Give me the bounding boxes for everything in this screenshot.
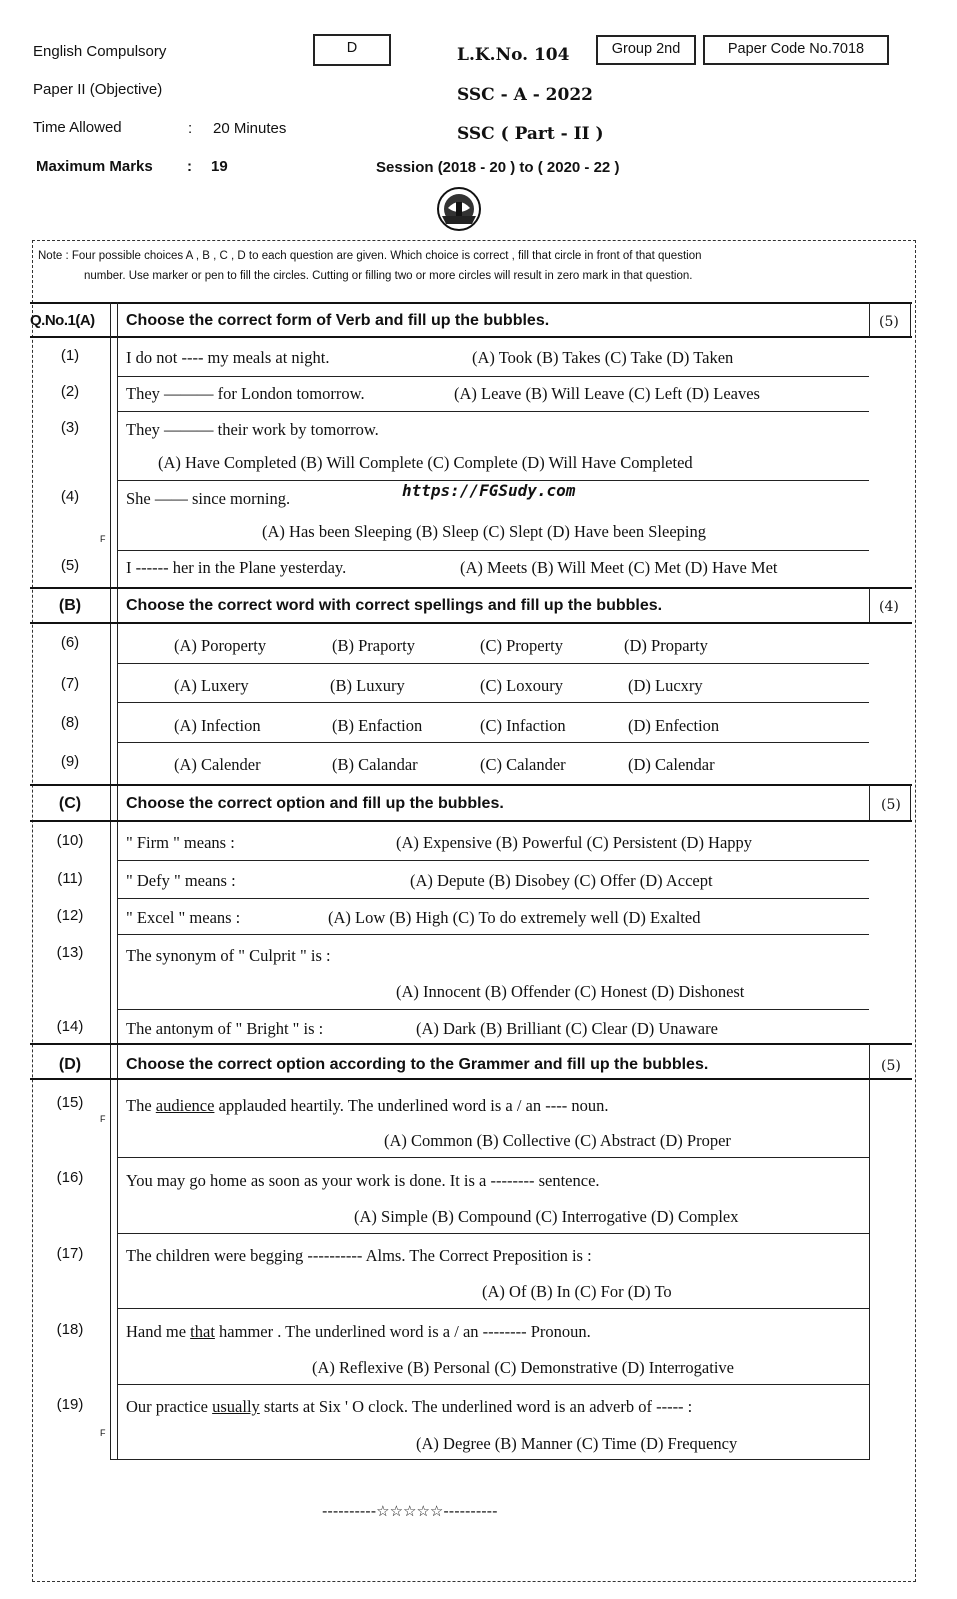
side-mark: F (100, 534, 106, 544)
section-c-marks: (5) (881, 797, 901, 813)
q11-options: (A) Depute (B) Disobey (C) Offer (D) Accept (410, 871, 713, 890)
q19-number: (19) (56, 1396, 84, 1413)
group-box: Group 2nd (596, 35, 696, 65)
q8-option-a: (A) Infection (174, 716, 261, 735)
q3-text: They ——— their work by tomorrow. (126, 420, 379, 439)
q14-text: The antonym of " Bright " is : (126, 1019, 324, 1038)
q3-number: (3) (60, 419, 80, 436)
section-d-title: Choose the correct option according to the Grammer and fill up the bubbles. (126, 1056, 709, 1073)
q13-number: (13) (56, 944, 84, 961)
version-box: D (313, 34, 391, 66)
q19-underlined-word: usually (212, 1397, 260, 1416)
q2-text: They ——— for London tomorrow. (126, 384, 365, 403)
section-c-title: Choose the correct option and fill up the bubbles. (126, 795, 504, 812)
q18-number: (18) (56, 1321, 84, 1338)
q14-options: (A) Dark (B) Brilliant (C) Clear (D) Unaware (416, 1019, 718, 1038)
q6-option-d: (D) Proparty (624, 636, 708, 655)
q12-options: (A) Low (B) High (C) To do extremely well (D) Exalted (328, 908, 701, 927)
section-a-marks: (5) (879, 314, 899, 330)
q10-text: " Firm " means : (126, 833, 235, 852)
q17-text: The children were begging ---------- Alms. The Correct Preposition is : (126, 1246, 592, 1265)
note-line-2: number. Use marker or pen to fill the circles. Cutting or filling two or more circles will result in zero mark in that question. (84, 270, 693, 282)
section-a-title: Choose the correct form of Verb and fill up the bubbles. (126, 312, 550, 329)
max-marks-label: Maximum Marks (36, 158, 153, 175)
q2-options: (A) Leave (B) Will Leave (C) Left (D) Leaves (454, 384, 760, 403)
max-marks-value: 19 (211, 158, 228, 175)
q3-options: (A) Have Completed (B) Will Complete (C) Complete (D) Will Have Completed (158, 453, 693, 472)
q16-text: You may go home as soon as your work is done. It is a -------- sentence. (126, 1171, 600, 1190)
q16-options: (A) Simple (B) Compound (C) Interrogative (D) Complex (354, 1207, 739, 1226)
q7-option-d: (D) Lucxry (628, 676, 703, 695)
section-b-marks: (4) (879, 599, 899, 615)
q7-option-b: (B) Luxury (330, 676, 405, 695)
q4-text: She —— since morning. (126, 489, 291, 508)
time-allowed-label: Time Allowed (33, 119, 122, 136)
time-colon: : (188, 120, 193, 137)
q5-number: (5) (60, 557, 80, 574)
section-c-label: (C) (58, 795, 82, 812)
q8-number: (8) (60, 714, 80, 731)
section-d-label: (D) (58, 1056, 82, 1073)
q17-options: (A) Of (B) In (C) For (D) To (482, 1282, 672, 1301)
section-b-title: Choose the correct word with correct spellings and fill up the bubbles. (126, 597, 663, 614)
q18-text: Hand me that hammer . The underlined word is a / an -------- Pronoun. (126, 1322, 591, 1341)
part-title: SSC ( Part - II ) (457, 124, 604, 144)
q19-options: (A) Degree (B) Manner (C) Time (D) Frequency (416, 1434, 738, 1453)
session-label: Session (2018 - 20 ) to ( 2020 - 22 ) (376, 159, 620, 176)
q7-option-a: (A) Luxery (174, 676, 249, 695)
q18-underlined-word: that (190, 1322, 215, 1341)
q9-option-c: (C) Calander (480, 755, 566, 774)
side-mark-19: F (100, 1428, 106, 1438)
q7-number: (7) (60, 675, 80, 692)
q13-text: The synonym of " Culprit " is : (126, 946, 331, 965)
q18-options: (A) Reflexive (B) Personal (C) Demonstrative (D) Interrogative (312, 1358, 734, 1377)
time-allowed-value: 20 Minutes (213, 120, 287, 137)
q15-number: (15) (56, 1094, 84, 1111)
q9-number: (9) (60, 753, 80, 770)
q6-number: (6) (60, 634, 80, 651)
q8-option-d: (D) Enfection (628, 716, 720, 735)
q2-number: (2) (60, 383, 80, 400)
footer-stars: ----------☆☆☆☆☆---------- (322, 1502, 498, 1520)
q6-option-b: (B) Praporty (332, 636, 415, 655)
exam-title: SSC - A - 2022 (457, 85, 593, 105)
instructions-note (38, 246, 900, 286)
q15-options: (A) Common (B) Collective (C) Abstract (D) Proper (384, 1131, 731, 1150)
q9-option-a: (A) Calender (174, 755, 261, 774)
q15-text: The audience applauded heartily. The underlined word is a / an ---- noun. (126, 1096, 609, 1115)
q10-options: (A) Expensive (B) Powerful (C) Persistent (D) Happy (396, 833, 753, 852)
q6-option-c: (C) Property (480, 636, 563, 655)
q1-number: (1) (60, 347, 80, 364)
q11-text: " Defy " means : (126, 871, 236, 890)
q6-option-a: (A) Poroperty (174, 636, 267, 655)
paper-code-box: Paper Code No.7018 (703, 35, 889, 65)
lk-number: L.K.No. 104 (457, 45, 570, 65)
marks-colon: : (187, 158, 192, 175)
q17-number: (17) (56, 1245, 84, 1262)
subject-label: English Compulsory (33, 43, 167, 60)
q10-number: (10) (56, 832, 84, 849)
q19-text: Our practice usually starts at Six ' O clock. The underlined word is an adverb of ----- : (126, 1397, 693, 1416)
q16-number: (16) (56, 1169, 84, 1186)
section-b-label: (B) (58, 597, 82, 614)
q1-text: I do not ---- my meals at night. (126, 348, 330, 367)
q8-option-b: (B) Enfaction (332, 716, 423, 735)
q5-options: (A) Meets (B) Will Meet (C) Met (D) Have Met (460, 558, 778, 577)
q12-text: " Excel " means : (126, 908, 241, 927)
q9-option-d: (D) Calendar (628, 755, 715, 774)
q14-number: (14) (56, 1018, 84, 1035)
section-d-marks: (5) (881, 1058, 901, 1074)
q12-number: (12) (56, 907, 84, 924)
q7-option-c: (C) Loxoury (480, 676, 563, 695)
q15-underlined-word: audience (155, 1096, 215, 1115)
section-a-label: Q.No.1(A) (30, 312, 95, 329)
q1-options: (A) Took (B) Takes (C) Take (D) Taken (472, 348, 734, 367)
q5-text: I ------ her in the Plane yesterday. (126, 558, 347, 577)
side-mark-15: F (100, 1114, 106, 1124)
note-line-1: Note : Four possible choices A , B , C , D to each question are given. Which choice is correct , fill that circle in front of that question (38, 250, 702, 262)
q9-option-b: (B) Calandar (332, 755, 418, 774)
paper-label: Paper II (Objective) (33, 81, 163, 98)
watermark-url: https://FGSudy.com (402, 481, 576, 500)
q11-number: (11) (57, 870, 83, 887)
q4-options: (A) Has been Sleeping (B) Sleep (C) Slept (D) Have been Sleeping (262, 522, 707, 541)
q13-options: (A) Innocent (B) Offender (C) Honest (D) Dishonest (396, 982, 745, 1001)
q8-option-c: (C) Infaction (480, 716, 566, 735)
board-logo (436, 186, 482, 232)
q4-number: (4) (60, 488, 80, 505)
